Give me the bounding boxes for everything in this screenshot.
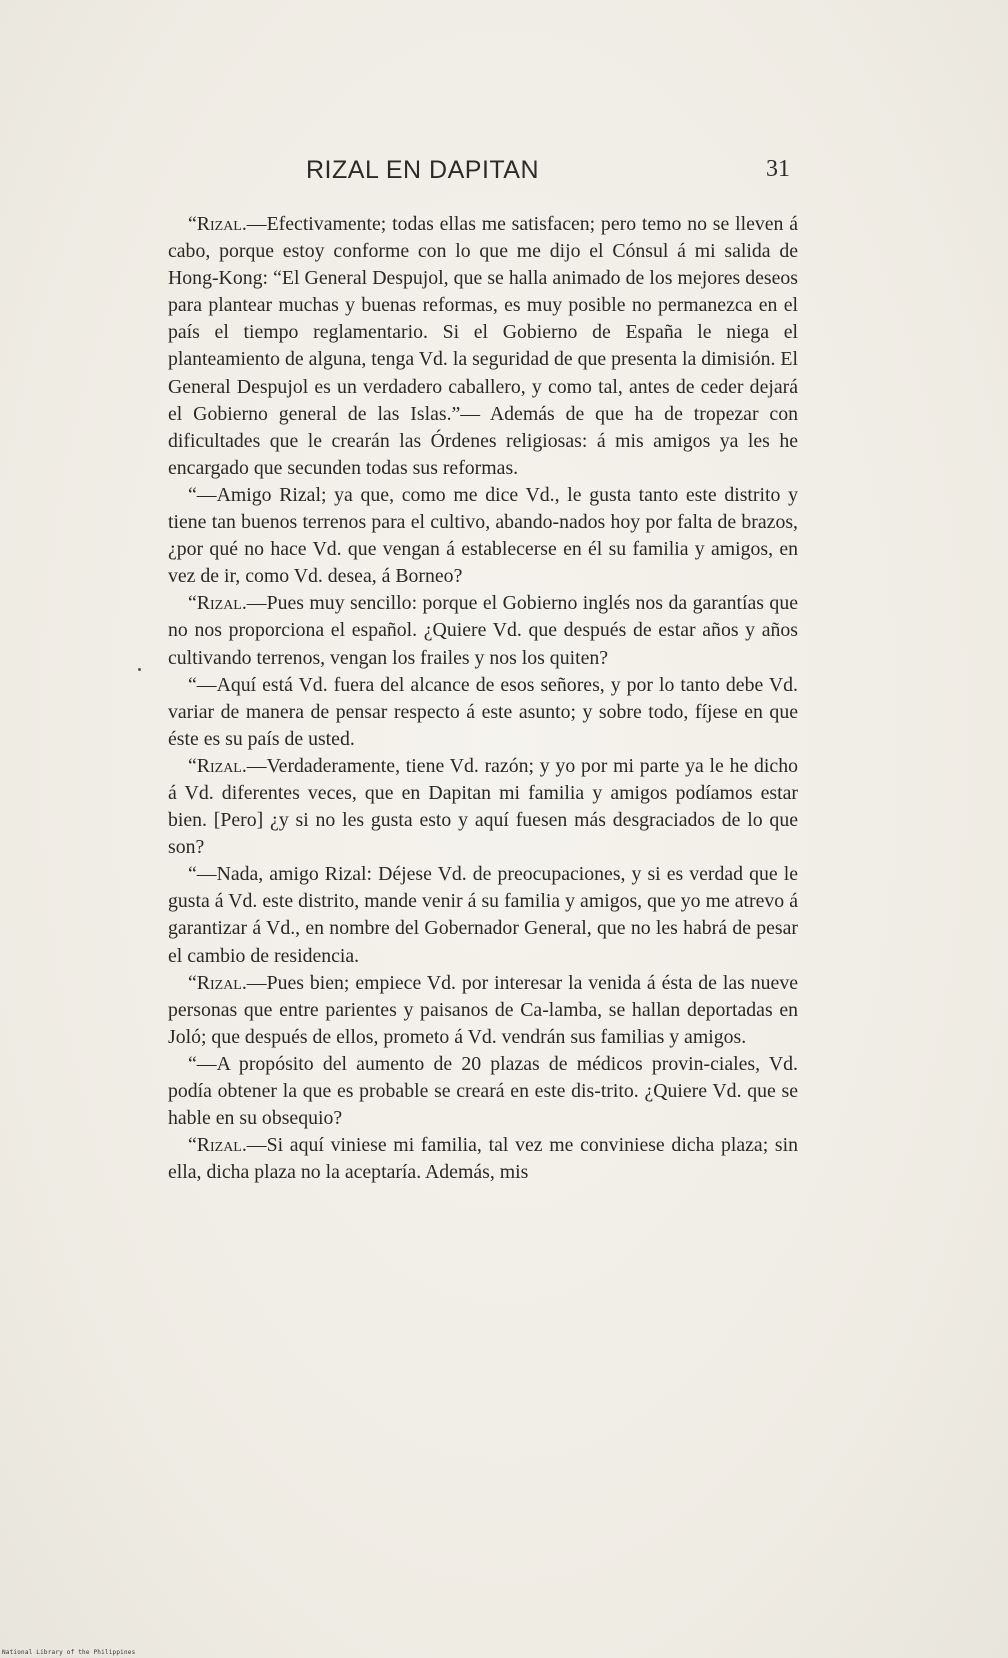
margin-speck	[138, 668, 141, 671]
open-quote: “	[188, 483, 197, 506]
paragraph-1	[168, 211, 798, 482]
paragraph-9	[168, 1132, 798, 1186]
running-header	[168, 156, 790, 190]
paragraph-2	[168, 482, 798, 590]
paragraph-text: —Amigo Rizal; ya que, como me dice Vd., le gusta tanto este distrito y tiene tan buenos terrenos para el cultivo, abando-nados hoy por falta de brazos, ¿por qué no hace Vd. que vengan á establecerse en él su familia y amigos, en vez de ir, como Vd. desea, á Borneo?	[168, 483, 798, 588]
paragraph-8	[168, 1051, 798, 1132]
open-quote: “	[188, 592, 197, 615]
paragraph-text: .—Efectivamente; todas ellas me satisfacen; pero temo no se lleven á cabo, porque estoy conforme con lo que me dijo el Cónsul á mi salida de Hong-Kong: “El General Despujol, que se halla animado de los mejores deseos para plantear muchas y buenas reformas, es muy posible no permanezca en el país el tiempo reglamentario. Si el Gobierno de España le niega el planteamiento de alguna, tenga Vd. la seguridad de que presenta la dimisión. El General Despujol es un verdadero caballero, y como tal, antes de ceder dejará el Gobierno general de las Islas.”— Además de que ha de tropezar con dificultades que le crearán las Órdenes religiosas: á mis amigos ya les he encargado que secunden todas sus reformas.	[168, 213, 798, 479]
open-quote: “	[188, 1052, 197, 1075]
speaker-name: Rizal	[196, 1134, 242, 1157]
open-quote: “	[188, 863, 197, 886]
paragraph-4	[168, 672, 798, 753]
paragraph-text: .—Pues muy sencillo: porque el Gobierno inglés nos da garantías que no nos proporciona el español. ¿Quiere Vd. que después de estar años y años cultivando terrenos, vengan los frailes y nos los quiten?	[168, 592, 798, 669]
paragraph-text: —Nada, amigo Rizal: Déjese Vd. de preocupaciones, y si es verdad que le gusta á Vd. este distrito, mande venir á su familia y amigos, que yo me atrevo á garantizar á Vd., en nombre del Gobernador General, que no les habrá de pesar el cambio de residencia.	[168, 863, 798, 967]
body-text	[168, 211, 798, 1186]
speaker-name: Rizal	[196, 213, 242, 235]
library-credit: National Library of the Philippines	[2, 1649, 136, 1656]
paragraph-5	[168, 753, 798, 861]
paragraph-text: —Aquí está Vd. fuera del alcance de esos señores, y por lo tanto debe Vd. variar de manera de pensar respecto á este asunto; y sobre todo, fíjese en que éste es su país de usted.	[168, 673, 798, 750]
paragraph-text: .—Verdaderamente, tiene Vd. razón; y yo por mi parte ya le he dicho á Vd. diferentes veces, que en Dapitan mi familia y amigos podíamos estar bien. [Pero] ¿y si no les gusta esto y aquí fuesen más desgraciados de lo que son?	[168, 754, 798, 859]
page-number: 31	[766, 156, 790, 182]
paragraph-3	[168, 590, 798, 671]
open-quote: “	[188, 971, 197, 994]
paragraph-6	[168, 861, 798, 969]
paragraph-7	[168, 970, 798, 1051]
running-title: RIZAL EN DAPITAN	[306, 156, 540, 184]
speaker-name: Rizal	[196, 971, 242, 994]
open-quote: “	[188, 1134, 197, 1157]
open-quote: “	[188, 213, 197, 235]
paragraph-text: .—Si aquí viniese mi familia, tal vez me conviniese dicha plaza; sin ella, dicha plaza no la aceptaría. Además, mis	[168, 1134, 798, 1184]
speaker-name: Rizal	[196, 592, 242, 615]
open-quote: “	[188, 754, 197, 777]
speaker-name: Rizal	[196, 754, 242, 777]
paragraph-text: —A propósito del aumento de 20 plazas de médicos provin-ciales, Vd. podía obtener la que es probable se creará en este dis-trito. ¿Quiere Vd. que se hable en su obsequio?	[168, 1052, 798, 1130]
open-quote: “	[188, 673, 197, 696]
paragraph-text: .—Pues bien; empiece Vd. por interesar la venida á ésta de las nueve personas que entre parientes y paisanos de Ca-lamba, se hallan deportadas en Joló; que después de ellos, prometo á Vd. vendrán sus familias y amigos.	[168, 971, 798, 1048]
